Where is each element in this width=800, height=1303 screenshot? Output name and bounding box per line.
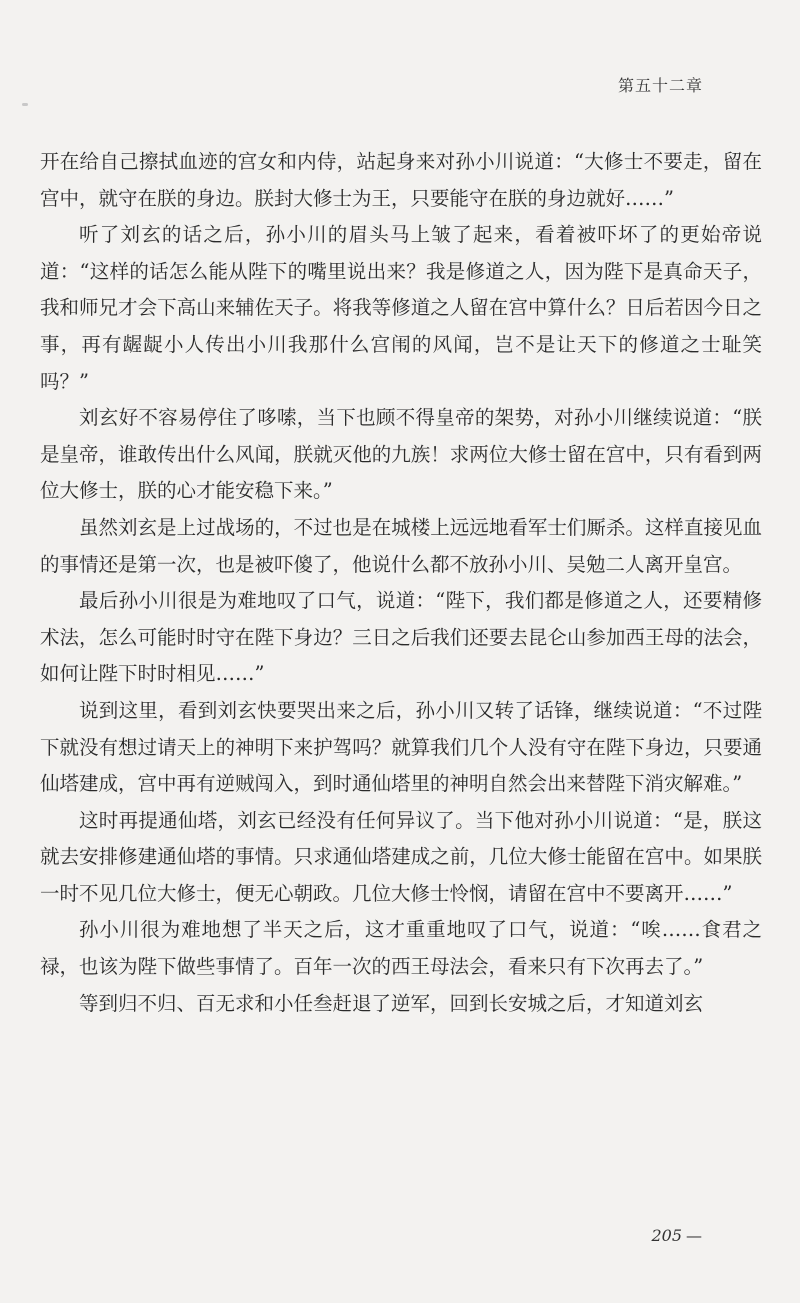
body-text (40, 144, 762, 1022)
paragraph-2: 听了刘玄的话之后，孙小川的眉头马上皱了起来，看着被吓坏了的更始帝说道：“这样的话怎么能从陛下的嘴里说出来？我是修道之人，因为陛下是真命天子，我和师兄才会下高山来辅佐天子。将我等修道之人留在宫中算什么？日后若因今日之事，再有龌龊小人传出小川我那什么宫闱的风闻，岂不是让天下的修道之士耻笑吗？” (40, 223, 762, 393)
paragraph-5: 最后孙小川很是为难地叹了口气，说道：“陛下，我们都是修道之人，还要精修术法，怎么可能时时守在陛下身边？三日之后我们还要去昆仑山参加西王母的法会，如何让陛下时时相见……” (40, 589, 762, 686)
page-number (651, 1226, 702, 1245)
paragraph-6: 说到这里，看到刘玄快要哭出来之后，孙小川又转了话锋，继续说道：“不过陛下就没有想过请天上的神明下来护驾吗？就算我们几个人没有守在陛下身边，只要通仙塔建成，宫中再有逆贼闯入，到时通仙塔里的神明自然会出来替陛下消灾解难。” (40, 698, 762, 796)
paragraph-7: 这时再提通仙塔，刘玄已经没有任何异议了。当下他对孙小川说道：“是，朕这就去安排修建通仙塔的事情。只求通仙塔建成之前，几位大修士能留在宫中。如果朕一时不见几位大修士，便无心朝政。几位大修士怜悯，请留在宫中不要离开……” (40, 808, 762, 905)
page-number-value: 205 (651, 1226, 682, 1245)
running-head-chapter: 第五十二章 (617, 76, 703, 95)
paragraph-8: 孙小川很为难地想了半天之后，这才重重地叹了口气，说道：“唉……食君之禄，也该为陛下做些事情了。百年一次的西王母法会，看来只有下次再去了。” (40, 918, 762, 979)
page-number-dash: — (686, 1226, 702, 1245)
paragraph-4: 虽然刘玄是上过战场的，不过也是在城楼上远远地看军士们厮杀。这样直接见血的事情还是第一次，也是被吓傻了，他说什么都不放孙小川、吴勉二人离开皇宫。 (40, 515, 762, 576)
paragraph-1: 开在给自己擦拭血迹的宫女和内侍，站起身来对孙小川说道：“大修士不要走，留在宫中，就守在朕的身边。朕封大修士为王，只要能守在朕的身边就好……” (40, 150, 762, 210)
paragraph-9: 等到归不归、百无求和小任叁赶退了逆军，回到长安城之后，才知道刘玄 (79, 991, 704, 1015)
paragraph-3: 刘玄好不容易停住了哆嗦，当下也顾不得皇帝的架势，对孙小川继续说道：“朕是皇帝，谁敢传出什么风闻，朕就灭他的九族！求两位大修士留在宫中，只有看到两位大修士，朕的心才能安稳下来。” (40, 406, 762, 503)
scan-speck (22, 103, 28, 106)
